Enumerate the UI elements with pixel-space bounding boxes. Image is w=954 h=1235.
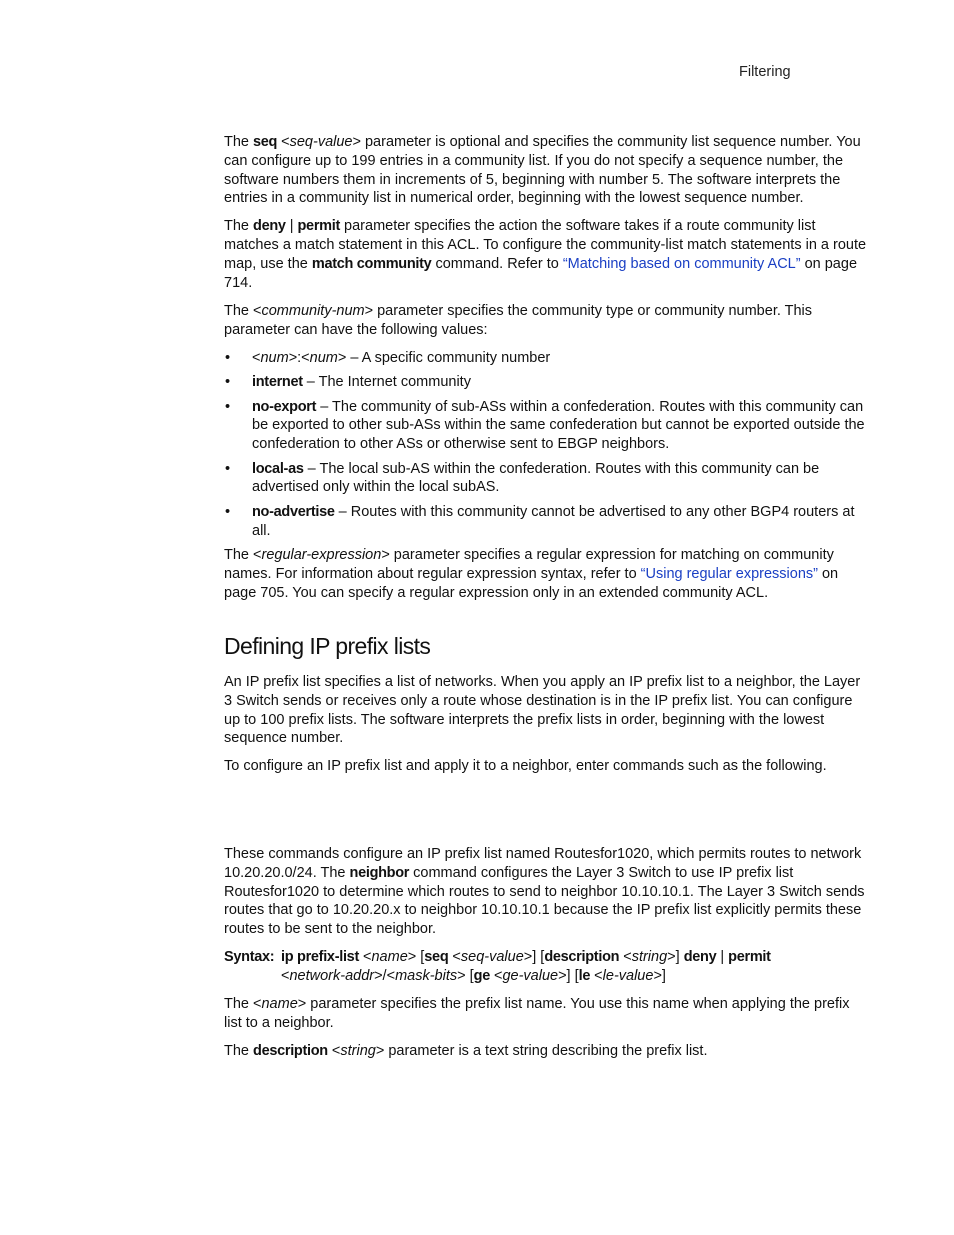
keyword-no-advertise: no-advertise [252,503,335,520]
paragraph-deny-permit: The deny | permit parameter specifies the action the software takes if a route community list matches a match statement in this ACL. To configure the community-list match statements in a route map, use the match community command. Refer to “Matching based on community ACL” on page 714. [224,218,867,291]
param-community-num: community-num [261,302,365,319]
keyword-neighbor: neighbor [349,864,410,881]
bullet-icon: • [225,349,231,366]
bullet-icon: • [225,398,231,415]
keyword-seq: seq [253,134,278,150]
paragraph-community-num: The <community-num> parameter specifies the community type or community number. This parameter can have the following values: [224,302,813,338]
paragraph-seq: The seq <seq-value> parameter is optional and specifies the community list sequence number. You can configure up to 199 entries in a community list. If you do not specify a sequence number, the software numbers them in increments of 5, beginning with number 5. The software interprets the entries in a community list in numerical order, beginning with the lowest sequence number. [224,134,861,207]
bullet-icon: • [225,503,231,520]
running-header: Filtering [739,64,791,80]
paragraph-regular-expression: The <regular-expression> parameter specifies a regular expression for matching on community names. For information about regular expression syntax, refer to “Using regular expressions” on page 705. You can specify a regular expression only in an extended community ACL. [224,547,839,601]
list-item: • no-export – The community of sub-ASs within a confederation. Routes with this community can be exported to other sub-ASs within the same confederation but cannot be exported outside the confederation to other ASs or otherwise sent to EBGP neighbors. [225,398,865,453]
paragraph-description-param: The description <string> parameter is a text string describing the prefix list. [224,1043,708,1060]
keyword-internet: internet [252,374,303,391]
syntax-body: ip prefix-list <name> [seq <seq-value>] [description <string>] deny | permit <network-addr>/<mask-bits> [ge <ge-value>] [le <le-value>] [281,949,771,985]
keyword-no-export: no-export [252,398,317,415]
list-item: • <num>:<num> – A specific community number [225,349,551,366]
prefix-list-intro [224,673,870,786]
param-seq-value: seq-value [289,134,353,150]
keyword-description: description [253,1043,328,1060]
bullet-icon: • [225,460,231,477]
section-heading: Defining IP prefix lists [224,633,431,659]
keyword-permit: permit [297,218,341,235]
link-matching-community-acl[interactable]: “Matching based on community ACL” [562,256,801,273]
prefix-list-details [224,845,870,1070]
list-item: • no-advertise – Routes with this community cannot be advertised to any other BGP4 routers at all. [225,503,855,539]
paragraph-configure-instruction: To configure an IP prefix list and apply it to a neighbor, enter commands such as the following. [224,758,827,775]
paragraph-prefix-list-intro: An IP prefix list specifies a list of networks. When you apply an IP prefix list to a neighbor, the Layer 3 Switch sends or receives only a route whose destination is in the IP prefix list. You can configure up to 100 prefix lists. The software interprets the prefix lists in order, beginning with the lowest sequence number. [224,674,861,747]
param-regular-expression: regular-expression [261,547,382,563]
syntax-block [224,948,870,986]
list-item: • local-as – The local sub-AS within the confederation. Routes with this community can be advertised only within the local subAS. [225,460,820,496]
main-content [224,133,870,612]
paragraph-commands-explanation: These commands configure an IP prefix list named Routesfor1020, which permits routes to network 10.20.20.0/24. The neighbor command configures the Layer 3 Switch to use IP prefix list Routesfor1020 to determine which routes to send to neighbor 10.10.10.1. The Layer 3 Switch sends routes that go to 10.20.20.x to neighbor 10.10.10.1 because the IP prefix list explicitly permits these routes to be sent to the neighbor. [224,846,865,938]
community-values-list [224,349,870,541]
keyword-local-as: local-as [252,460,304,477]
bullet-icon: • [225,374,231,391]
paragraph-name-param: The <name> parameter specifies the prefix list name. You use this name when applying the prefix list to a neighbor. [224,996,850,1031]
link-using-regular-expressions[interactable]: “Using regular expressions” [640,565,818,582]
param-string: string [340,1043,376,1060]
param-name: name [261,996,298,1013]
keyword-match-community: match community [311,256,432,273]
syntax-label: Syntax: [224,949,275,966]
list-item: • internet – The Internet community [225,374,471,391]
keyword-deny: deny [253,218,286,235]
